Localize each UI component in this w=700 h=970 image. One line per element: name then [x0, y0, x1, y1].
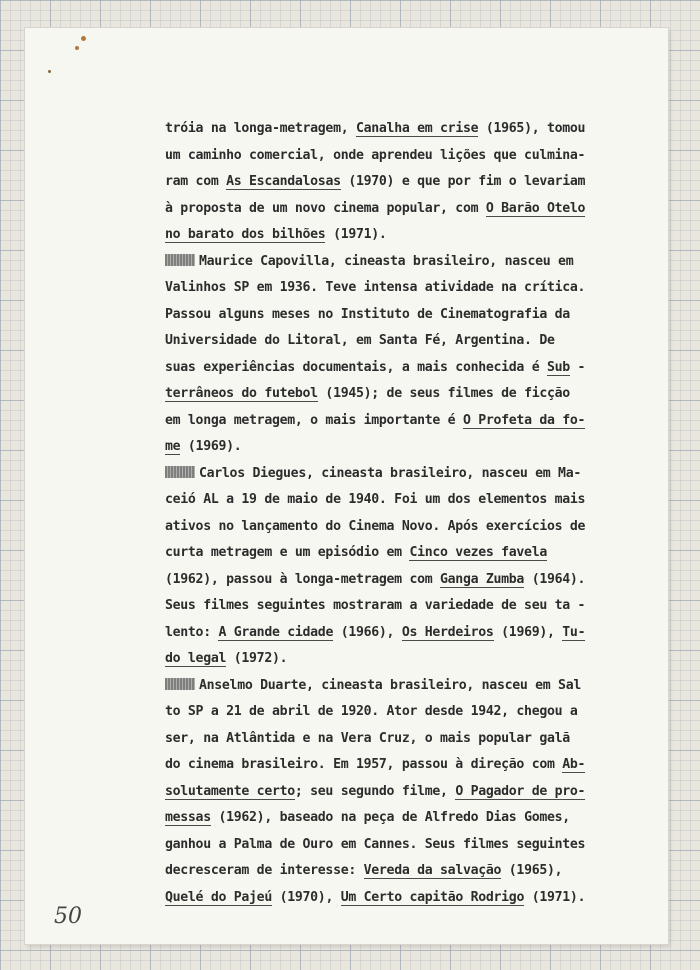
text-line [165, 540, 635, 567]
text-span: to SP a 21 de abril de 1920. Ator desde 1942, chegou a [165, 704, 578, 719]
text-span: um caminho comercial, onde aprendeu lições que culmina- [165, 147, 586, 163]
text-line [165, 805, 635, 832]
text-line [165, 302, 635, 329]
text-line [165, 487, 635, 514]
underlined-title: Os Herdeiros [401, 624, 494, 640]
text-span: (1970) e que por fim o levariam [340, 174, 586, 189]
text-span: à proposta de um novo cinema popular, com [165, 200, 486, 216]
text-span: Universidade do Litoral, em Santa Fé, Argentina. De [165, 333, 555, 348]
text-line [165, 143, 635, 170]
text-span: ganhou a Palma de Ouro em Cannes. Seus filmes seguintes [165, 836, 586, 852]
text-line [165, 222, 635, 249]
text-line [165, 275, 635, 302]
text-line [165, 646, 635, 673]
redaction-mark [165, 254, 195, 266]
underlined-title: Vereda da salvação [363, 863, 502, 878]
text-span: suas experiências documentais, a mais conhecida é [165, 359, 547, 375]
text-span: ceió AL a 19 de maio de 1940. Foi um dos elementos mais [165, 492, 586, 507]
text-span: Carlos Diegues, cineasta brasileiro, nasceu em Ma- [199, 465, 581, 481]
text-span: (1969), [493, 624, 563, 640]
text-line [165, 461, 635, 488]
text-span: Valinhos SP em 1936. Teve intensa atividade na crítica. [165, 280, 586, 295]
text-line [165, 593, 635, 620]
text-span: (1970), [271, 889, 341, 905]
text-line [165, 779, 635, 806]
underlined-title: O Pagador de pro- [455, 783, 586, 799]
underlined-title: do legal [165, 651, 227, 666]
underlined-title: messas [165, 810, 211, 825]
text-line [165, 726, 635, 753]
text-span: (1969). [180, 439, 242, 454]
text-span: curta metragem e um episódio em [165, 545, 410, 560]
text-span: (1966), [333, 624, 402, 640]
page-number: 50 [54, 904, 82, 929]
text-span: do cinema brasileiro. Em 1957, passou à direção com [165, 757, 563, 772]
text-span: lento: [165, 624, 219, 640]
text-line [165, 514, 635, 541]
text-span: Seus filmes seguintes mostraram a variedade de seu ta - [165, 598, 586, 613]
underlined-title: Quelé do Pajeú [165, 889, 272, 905]
text-span: decresceram de interesse: [165, 863, 364, 878]
text-span: Maurice Capovilla, cineasta brasileiro, nasceu em [199, 253, 574, 269]
text-span: (1971). [325, 227, 387, 242]
text-span: (1965), tomou [478, 121, 586, 136]
text-span: ativos no lançamento do Cinema Novo. Após exercícios de [165, 518, 586, 534]
text-line [165, 699, 635, 726]
stain-mark [75, 46, 79, 50]
text-line [165, 752, 635, 779]
text-span: Passou alguns meses no Instituto de Cinematografia da [165, 306, 570, 322]
text-line [165, 620, 635, 647]
underlined-title: Canalha em crise [356, 121, 479, 136]
underlined-title: Cinco vezes favela [409, 545, 547, 560]
text-span: (1964). [524, 571, 586, 587]
underlined-title: Um Certo capitão Rodrigo [340, 889, 525, 905]
text-span: (1971). [524, 889, 586, 905]
text-span: Anselmo Duarte, cineasta brasileiro, nasceu em Sal [199, 677, 581, 693]
text-span: ram com [165, 174, 227, 189]
underlined-title: Sub [546, 359, 570, 375]
underlined-title: Ganga Zumba [440, 571, 525, 587]
text-span: ; seu segundo filme, [294, 783, 456, 799]
text-span: (1962), baseado na peça de Alfredo Dias Gomes, [210, 810, 570, 825]
text-span: em longa metragem, o mais importante é [165, 412, 463, 428]
text-line [165, 673, 635, 700]
text-line [165, 116, 635, 143]
underlined-title: me [165, 439, 181, 454]
text-line [165, 858, 635, 885]
text-span: tróia na longa-metragem, [165, 121, 356, 136]
underlined-title: no barato dos bilhões [165, 227, 326, 242]
text-span: - [569, 359, 586, 375]
underlined-title: O Profeta da fo- [462, 412, 586, 428]
text-line [165, 169, 635, 196]
text-span: (1972). [226, 651, 288, 666]
text-span: (1965), [501, 863, 563, 878]
stain-mark [48, 70, 51, 73]
text-span: ser, na Atlântida e na Vera Cruz, o mais popular galã [165, 730, 570, 746]
underlined-title: As Escandalosas [226, 174, 341, 189]
text-line [165, 355, 635, 382]
text-line [165, 328, 635, 355]
text-line [165, 434, 635, 461]
redaction-mark [165, 678, 195, 690]
text-line [165, 832, 635, 859]
text-line [165, 249, 635, 276]
text-span: (1945); de seus filmes de ficção [317, 386, 570, 401]
underlined-title: A Grande cidade [218, 624, 334, 640]
underlined-title: Tu- [562, 624, 586, 640]
underlined-title: terrâneos do futebol [165, 386, 318, 401]
text-line [165, 381, 635, 408]
body-text [165, 116, 635, 911]
redaction-mark [165, 466, 195, 478]
stain-mark [81, 36, 86, 41]
underlined-title: Ab- [562, 757, 586, 772]
text-line [165, 196, 635, 223]
text-span: (1962), passou à longa-metragem com [165, 571, 441, 587]
text-line [165, 408, 635, 435]
underlined-title: solutamente certo [165, 783, 295, 799]
text-line [165, 567, 635, 594]
underlined-title: O Barão Otelo [485, 200, 586, 216]
text-line [165, 885, 635, 912]
typewritten-page [25, 28, 668, 944]
